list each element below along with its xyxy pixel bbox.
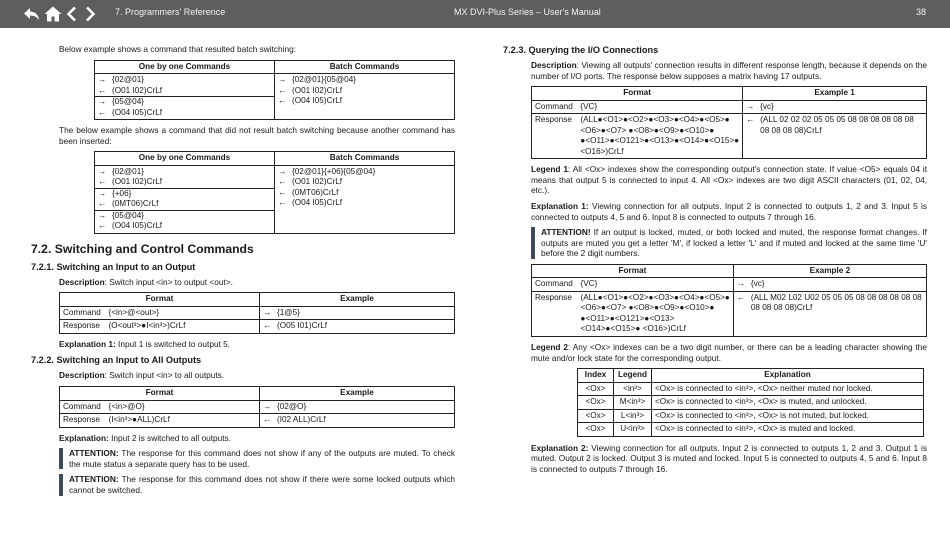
explanation-1: Explanation 1: Viewing connection for all outputs. Input 2 is connected to outputs 1, 2 and 3. Input 5 is connected to outputs 4, 5 and 6. Input 8 is connected to outputs 7 through 16. xyxy=(531,200,927,222)
page-number: 38 xyxy=(915,7,926,17)
description-7-2-1: Description: Switch input <in> to output <out>. xyxy=(59,276,233,287)
format-table-example-1: Format Example 1 Command {VC} → {vc} Response (ALL●<O1>●<O2>●<O3>●<O4>●<O5>● <O6>●<O7> ●<O8>●<O9>●<O10>● ●<O11>●<O121>●<O13>●<O14>●<O15>● <O16>)CrLf ← (ALL 02 02 02 05 05 05 08 08 08 08 08 08 08 08 08 08)CrLf xyxy=(531,86,927,159)
explanation-2: Explanation 2: Viewing connection for all outputs. Input 2 is connected to outputs 1, 2 and 3. Output 1 is muted. Output 2 is locked. Output 3 is muted and locked. Input 5 is connected to outputs 4, 5 and 6. Input 8 is connected to outputs 7 through 16. xyxy=(531,442,927,474)
table-header: Legend xyxy=(614,369,652,383)
document-title: MX DVI-Plus Series – User's Manual xyxy=(454,7,601,17)
section-heading-7-2-2: 7.2.2. Switching an Input to All Outputs xyxy=(31,355,202,366)
one-by-one-commands-cell: → {02@01} ← (O01 I02)CrLf → {05@04} ← (O04 I05)CrLf xyxy=(95,74,275,120)
description-7-2-2: Description: Switch input <in> to all outputs. xyxy=(59,370,225,381)
legend-2: Legend 2: Any <Ox> indexes can be a two digit number, or there can be a leading character showing the mute and/or lock state for the corresponding output. xyxy=(531,341,928,363)
attention-note-locked: ATTENTION: The response for this command does not show if there were some locked outputs which cannot be switched. xyxy=(59,474,455,495)
section-heading-7-2-3: 7.2.3. Querying the I/O Connections xyxy=(503,45,659,55)
next-icon[interactable] xyxy=(80,4,100,24)
section-heading-7-2-1: 7.2.1. Switching an Input to an Output xyxy=(31,261,196,272)
attention-note-muted: ATTENTION: The response for this command does not show if any of the outputs are muted. To check the mute status a separate query has to be used. xyxy=(59,448,455,469)
table-header: Example 1 xyxy=(743,87,927,101)
table-header: Index xyxy=(578,369,614,383)
format-table-example-2: Format Example 2 Command {VC} → {vc} Response (ALL●<O1>●<O2>●<O3>●<O4>●<O5>● <O6>●<O7> ●<O8>●<O9>●<O10>● ●<O11>●<O121>●<O13> <O14>●<O15>● <O16>)CrLf ← (ALL M02 L02 U02 05 05 05 08 08 08 08 08 08 08 08 08 08)CrLf xyxy=(531,264,927,337)
back-icon[interactable] xyxy=(22,4,42,24)
section-title: 7. Programmers' Reference xyxy=(115,7,226,17)
table-header: Format xyxy=(60,387,260,401)
previous-icon[interactable] xyxy=(62,4,82,24)
non-batch-intro-text: The below example shows a command that did not result batch switching because another command has been inserted: xyxy=(59,125,455,146)
table-header: Batch Commands xyxy=(275,60,455,74)
table-header: One by one Commands xyxy=(95,152,275,166)
table-row: <Ox> L<in³> <Ox> is connected to <in³>, <Ox> is not muted, but locked. xyxy=(578,409,924,423)
batch-commands-cell: → {02@01}{05@04} ← (O01 I02)CrLf ← (O04 I05)CrLf xyxy=(275,74,455,120)
home-icon[interactable] xyxy=(43,4,63,24)
table-header: Format xyxy=(532,264,734,278)
table-header: Example xyxy=(260,293,455,307)
attention-note-format: ATTENTION! If an output is locked, muted, or both locked and muted, the response format changes. If outputs are muted you get a letter 'M', if locked a letter 'L' and if muted and locked at the same time 'U' before the 2 digit numbers. xyxy=(531,227,927,259)
table-row: <Ox> <in³> <Ox> is connected to <in³>, <Ox> neither muted nor locked. xyxy=(578,382,924,396)
one-by-one-commands-cell: → {02@01} ← (O01 I02)CrLf → {+06} ← (0MT06)CrLf → {05@04} ← (O04 I05)CrLf xyxy=(95,165,275,233)
right-column xyxy=(503,44,928,479)
batch-commands-cell: → {02@01}{+06}{05@04} ← (O01 I02)CrLf ← (0MT06)CrLf ← (O04 I05)CrLf xyxy=(275,165,455,233)
explanation-7-2-2: Explanation: Input 2 is switched to all outputs. xyxy=(59,432,232,443)
explanation-7-2-1: Explanation 1: Input 1 is switched to output 5. xyxy=(59,338,231,349)
table-row: <Ox> U<in³> <Ox> is connected to <in³>, <Ox> is muted and locked. xyxy=(578,423,924,437)
left-column xyxy=(31,44,455,501)
table-header: Explanation xyxy=(652,369,924,383)
section-heading-7-2: 7.2. Switching and Control Commands xyxy=(31,241,254,256)
top-navigation-bar xyxy=(0,0,950,28)
table-row: <Ox> M<in³> <Ox> is connected to <in³>, <Ox> is muted, and unlocked. xyxy=(578,396,924,410)
table-header: Example xyxy=(260,387,455,401)
table-header: Batch Commands xyxy=(275,152,455,166)
format-table-7-2-2: Format Example Command {<in>@O} → {02@O} Response (I<in³>●ALL)CrLf ← (I02 ALL)CrLf xyxy=(59,386,455,428)
legend-1: Legend 1: All <Ox> indexes show the corresponding output's connection state. If value <O5> equals 04 it means that output 5 is connected to input 4. All <Ox> indexes are two digit ASCII characters (01, 02, 04, etc.). xyxy=(531,164,928,196)
table-header: One by one Commands xyxy=(95,60,275,74)
table-header: Example 2 xyxy=(733,264,926,278)
table-header: Format xyxy=(60,293,260,307)
table-header: Format xyxy=(532,87,743,101)
non-batch-switching-table xyxy=(94,151,455,234)
description-7-2-3: Description: Viewing all outputs' connection results in different response length, because it depends on the number of I/O ports. The response below supposes a matrix having 17 outputs. xyxy=(531,60,927,81)
batch-switching-table xyxy=(94,60,455,121)
format-table-7-2-1: Format Example Command {<in>@<out>} → {1@5} Response (O<out³>●I<in³>)CrLf ← (O05 I01)CrLf xyxy=(59,292,455,334)
index-legend-table xyxy=(577,368,924,437)
batch-intro-text: Below example shows a command that resulted batch switching: xyxy=(59,44,297,54)
